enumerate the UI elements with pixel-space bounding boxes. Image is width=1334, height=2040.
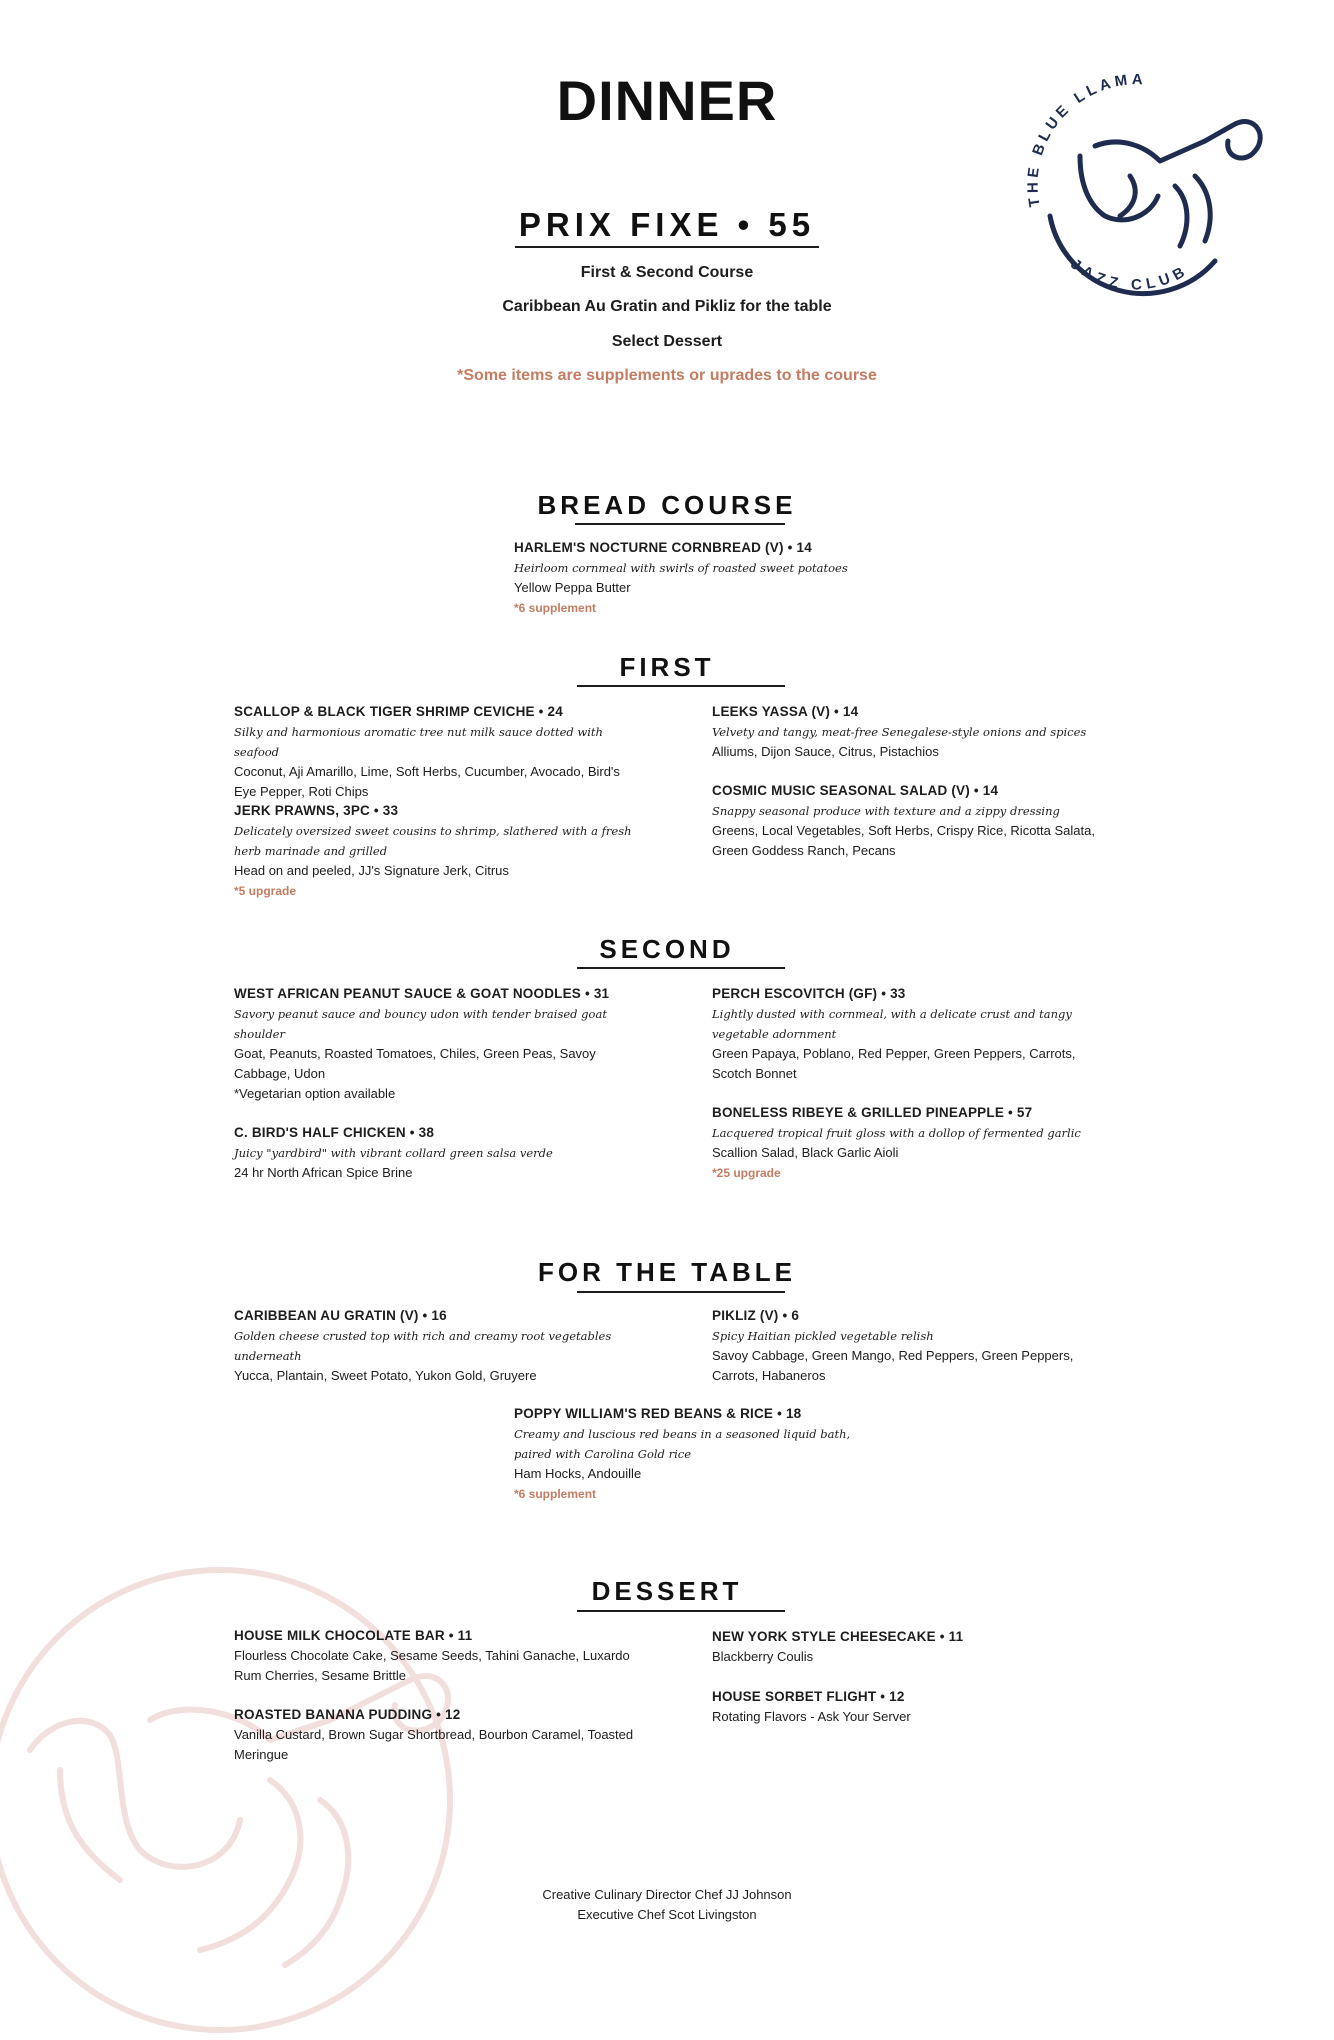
item-name: C. BIRD'S HALF CHICKEN • 38: [234, 1125, 435, 1140]
item-description: Golden cheese crusted top with rich and creamy root vegetables underneath: [234, 1329, 612, 1363]
item-description: Lacquered tropical fruit gloss with a dollop of fermented garlic: [712, 1126, 1081, 1140]
item-ingredients: Vanilla Custard, Brown Sugar Shortbread, Bourbon Caramel, Toasted Meringue: [234, 1727, 634, 1762]
item-ingredients: 24 hr North African Spice Brine: [234, 1165, 413, 1180]
item-name: BONELESS RIBEYE & GRILLED PINEAPPLE • 57: [712, 1105, 1033, 1120]
item-name: CARIBBEAN AU GRATIN (V) • 16: [234, 1308, 447, 1323]
dessert-heading: DESSERT: [591, 1576, 743, 1606]
item-description: Velvety and tangy, meat-free Senegalese-style onions and spices: [712, 725, 1087, 739]
item-description: Silky and harmonious aromatic tree nut milk sauce dotted with seafood: [234, 725, 603, 759]
item-ingredients: Yellow Peppa Butter: [514, 580, 631, 595]
menu-item-banana-pudding: [234, 1705, 634, 1765]
bread-course-rule: [575, 523, 785, 525]
item-description: Creamy and luscious red beans in a seasoned liquid bath, paired with Carolina Gold rice: [514, 1427, 851, 1461]
menu-item-perch-escovitch: [712, 984, 1112, 1084]
for-the-table-heading: FOR THE TABLE: [537, 1257, 797, 1287]
item-name: COSMIC MUSIC SEASONAL SALAD (V) • 14: [712, 783, 999, 798]
item-ingredients: Scallion Salad, Black Garlic Aioli: [712, 1145, 899, 1160]
menu-item-half-chicken: [234, 1123, 634, 1183]
item-ingredients: Coconut, Aji Amarillo, Lime, Soft Herbs, Cucumber, Avocado, Bird's Eye Pepper, Roti Chips: [234, 764, 620, 799]
item-ingredients: Ham Hocks, Andouille: [514, 1466, 642, 1481]
item-description: Spicy Haitian pickled vegetable relish: [712, 1329, 934, 1343]
item-supplement: *6 supplement: [514, 601, 597, 615]
item-name: NEW YORK STYLE CHEESECAKE • 11: [712, 1629, 964, 1644]
item-name: PIKLIZ (V) • 6: [712, 1308, 800, 1323]
prix-fixe-line-2: Caribbean Au Gratin and Pikliz for the table: [502, 298, 832, 315]
bread-course-heading: BREAD COURSE: [537, 490, 797, 520]
item-supplement: *6 supplement: [514, 1487, 597, 1501]
credits-line-2: Executive Chef Scot Livingston: [577, 1907, 757, 1922]
prix-fixe-rule: [515, 246, 819, 248]
prix-fixe-note: *Some items are supplements or uprades to the course: [457, 367, 877, 384]
item-ingredients: Yucca, Plantain, Sweet Potato, Yukon Gold, Gruyere: [234, 1368, 537, 1383]
menu-item-ribeye: [712, 1103, 1112, 1183]
first-heading: FIRST: [619, 652, 715, 682]
item-name: HARLEM'S NOCTURNE CORNBREAD (V) • 14: [514, 540, 812, 555]
second-rule: [577, 967, 785, 969]
item-ingredients: Blackberry Coulis: [712, 1649, 814, 1664]
item-name: SCALLOP & BLACK TIGER SHRIMP CEVICHE • 24: [234, 704, 563, 719]
item-ingredients: Goat, Peanuts, Roasted Tomatoes, Chiles, Green Peas, Savoy Cabbage, Udon: [234, 1046, 596, 1081]
menu-item-cheesecake: [712, 1627, 1112, 1667]
menu-item-leeks-yassa: [712, 702, 1112, 762]
for-the-table-rule: [577, 1291, 785, 1293]
item-description: Lightly dusted with cornmeal, with a delicate crust and tangy vegetable adornment: [712, 1007, 1072, 1041]
prix-fixe-line-3: Select Dessert: [611, 333, 723, 350]
item-description: Snappy seasonal produce with texture and a zippy dressing: [712, 804, 1060, 818]
item-note: *Vegetarian option available: [234, 1086, 396, 1101]
item-name: ROASTED BANANA PUDDING • 12: [234, 1707, 461, 1722]
item-description: Savory peanut sauce and bouncy udon with tender braised goat shoulder: [234, 1007, 607, 1041]
item-ingredients: Savoy Cabbage, Green Mango, Red Peppers, Green Peppers, Carrots, Habaneros: [712, 1348, 1074, 1383]
item-description: Juicy "yardbird" with vibrant collard green salsa verde: [234, 1146, 553, 1160]
item-name: HOUSE SORBET FLIGHT • 12: [712, 1689, 905, 1704]
item-name: HOUSE MILK CHOCOLATE BAR • 11: [234, 1628, 473, 1643]
menu-item-jerk-prawns: [234, 801, 634, 901]
item-name: LEEKS YASSA (V) • 14: [712, 704, 859, 719]
prix-fixe-line-1: First & Second Course: [580, 264, 754, 281]
logo-arc-top: THE BLUE LLAMA: [1024, 71, 1147, 209]
item-ingredients: Rotating Flavors - Ask Your Server: [712, 1709, 911, 1724]
item-name: JERK PRAWNS, 3PC • 33: [234, 803, 399, 818]
item-name: WEST AFRICAN PEANUT SAUCE & GOAT NOODLES • 31: [234, 986, 610, 1001]
item-ingredients: Head on and peeled, JJ's Signature Jerk, Citrus: [234, 863, 509, 878]
menu-item-cornbread: [514, 538, 954, 618]
menu-item-red-beans-rice: [514, 1404, 854, 1504]
item-ingredients: Alliums, Dijon Sauce, Citrus, Pistachios: [712, 744, 939, 759]
item-ingredients: Greens, Local Vegetables, Soft Herbs, Crispy Rice, Ricotta Salata, Green Goddess Ranch, Pecans: [712, 823, 1095, 858]
page-title: DINNER: [556, 69, 778, 132]
menu-item-au-gratin: [234, 1306, 634, 1386]
credits-line-1: Creative Culinary Director Chef JJ Johnson: [542, 1887, 792, 1902]
dessert-rule: [577, 1610, 785, 1612]
menu-item-seasonal-salad: [712, 781, 1112, 861]
item-description: Heirloom cornmeal with swirls of roasted sweet potatoes: [514, 561, 848, 575]
second-heading: SECOND: [599, 934, 735, 964]
item-name: POPPY WILLIAM'S RED BEANS & RICE • 18: [514, 1406, 802, 1421]
menu-item-goat-noodles: [234, 984, 634, 1104]
logo-arc-bottom: JAZZ CLUB: [1067, 255, 1192, 294]
item-name: PERCH ESCOVITCH (GF) • 33: [712, 986, 906, 1001]
item-supplement: *25 upgrade: [712, 1166, 781, 1180]
menu-item-chocolate-bar: [234, 1626, 634, 1686]
prix-fixe-heading: PRIX FIXE • 55: [518, 206, 816, 243]
menu-item-pikliz: [712, 1306, 1112, 1386]
item-ingredients: Green Papaya, Poblano, Red Pepper, Green Peppers, Carrots, Scotch Bonnet: [712, 1046, 1076, 1081]
item-ingredients: Flourless Chocolate Cake, Sesame Seeds, Tahini Ganache, Luxardo Rum Cherries, Sesame Brittle: [234, 1648, 630, 1683]
menu-item-ceviche: [234, 702, 634, 802]
first-rule: [577, 685, 785, 687]
item-supplement: *5 upgrade: [234, 884, 297, 898]
item-description: Delicately oversized sweet cousins to shrimp, slathered with a fresh herb marinade and grilled: [234, 824, 632, 858]
menu-item-sorbet-flight: [712, 1687, 1112, 1727]
